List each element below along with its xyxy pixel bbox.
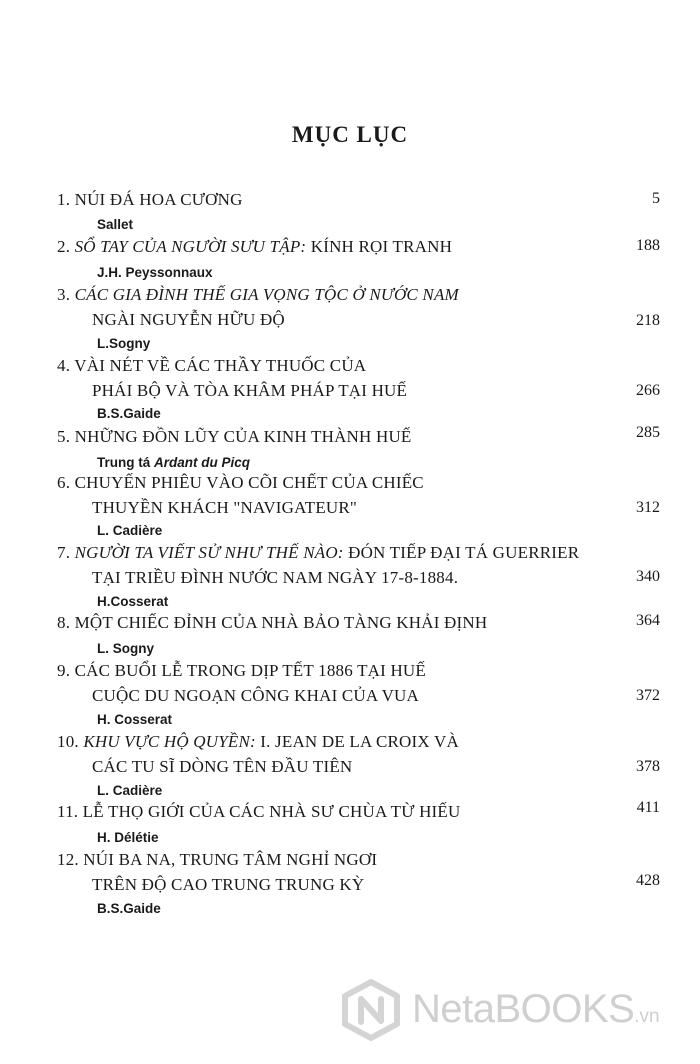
toc-page-number: 372 [636, 687, 660, 704]
toc-entry-title [57, 355, 366, 377]
toc-entry-title-continued: CÁC TU SĨ DÒNG TÊN ĐẦU TIÊN [92, 757, 353, 776]
text-segment: 5. NHỮNG ĐỒN LŨY CỦA KINH THÀNH HUẾ [57, 427, 412, 446]
text-segment: Sallet [97, 217, 134, 232]
toc-entry-author [97, 335, 150, 353]
toc-page-number: 340 [636, 568, 660, 585]
text-segment: J.H. Peyssonnaux [97, 265, 213, 280]
toc-entry-title-continued: TRÊN ĐỘ CAO TRUNG TRUNG KỲ [92, 875, 365, 894]
text-segment: H. Délétie [97, 830, 159, 845]
toc-entry-title [57, 284, 459, 306]
italic-text: NGƯỜI TA VIẾT SỬ NHƯ THẾ NÀO: [74, 543, 344, 562]
text-segment: 10. [57, 732, 84, 751]
toc-entry-title-continued: TẠI TRIỀU ĐÌNH NƯỚC NAM NGÀY 17-8-1884. [92, 568, 459, 587]
toc-entry-author [97, 264, 213, 282]
text-segment: L. Sogny [97, 641, 154, 656]
toc-page-number: 285 [636, 424, 660, 441]
toc-page-number: 218 [636, 312, 660, 329]
italic-text: SỔ TAY CỦA NGƯỜI SƯU TẬP: [74, 237, 307, 256]
toc-entry-title [57, 426, 412, 448]
toc-page-number: 378 [636, 758, 660, 775]
toc-entry-title-continued: NGÀI NGUYỄN HỮU ĐỘ [92, 310, 285, 329]
watermark-text [412, 987, 660, 1032]
text-segment: L.Sogny [97, 336, 151, 351]
toc-page-number: 188 [636, 237, 660, 254]
netabooks-logo-icon [340, 979, 402, 1041]
text-segment: KÍNH RỌI TRANH [306, 237, 453, 256]
watermark-brand: NetaBOOKS [412, 987, 635, 1031]
text-segment: 2. [57, 237, 75, 256]
text-segment: I. JEAN DE LA CROIX VÀ [255, 732, 459, 751]
toc-entry-author [97, 216, 133, 234]
text-segment: 7. [57, 543, 75, 562]
toc-entry-title [57, 849, 377, 871]
italic-text: KHU VỰC HỘ QUYỀN: [83, 732, 256, 751]
toc-entry-author [97, 829, 159, 847]
toc-entry-author [97, 593, 168, 611]
text-segment: 12. NÚI BA NA, TRUNG TÂM NGHỈ NGƠI [57, 850, 378, 869]
toc-page-number: 312 [636, 499, 660, 516]
toc-entry-title [57, 731, 459, 753]
toc-entry-title-continued: THUYỀN KHÁCH "NAVIGATEUR" [92, 498, 358, 517]
text-segment: 6. CHUYẾN PHIÊU VÀO CÕI CHẾT CỦA CHIẾC [57, 473, 424, 492]
toc-page-number: 411 [636, 799, 660, 816]
text-segment: 1. NÚI ĐÁ HOA CƯƠNG [57, 190, 243, 209]
toc-entry-title [57, 472, 424, 494]
toc-entry-title [57, 660, 426, 682]
text-segment: 11. LỄ THỌ GIỚI CỦA CÁC NHÀ SƯ CHÙA TỪ HIẾU [57, 802, 461, 821]
text-segment: 3. [57, 285, 75, 304]
toc-entry-author [97, 405, 161, 423]
watermark-suffix: .vn [634, 1006, 660, 1027]
toc-entry-author [97, 640, 154, 658]
text-segment: ĐÓN TIẾP ĐẠI TÁ GUERRIER [343, 543, 580, 562]
toc-entry-title [57, 612, 487, 634]
text-segment: H. Cosserat [97, 712, 173, 727]
text-segment: 8. MỘT CHIẾC ĐỈNH CỦA NHÀ BẢO TÀNG KHẢI ĐỊNH [57, 613, 488, 632]
toc-entry-title-continued: PHÁI BỘ VÀ TÒA KHÂM PHÁP TẠI HUẾ [92, 381, 408, 400]
text-segment: Trung tá [97, 455, 154, 470]
text-segment: H.Cosserat [97, 594, 169, 609]
text-segment: 9. CÁC BUỔI LỄ TRONG DỊP TẾT 1886 TẠI HUẾ [57, 661, 426, 680]
text-segment: B.S.Gaide [97, 406, 161, 421]
toc-page-number: 266 [636, 382, 660, 399]
text-segment: B.S.Gaide [97, 901, 161, 916]
italic-text: CÁC GIA ĐÌNH THẾ GIA VỌNG TỘC Ở NƯỚC NAM [74, 285, 459, 304]
watermark-logo [340, 975, 680, 1045]
italic-text: Ardant du Picq [154, 455, 251, 470]
page-title: MỤC LỤC [291, 122, 409, 147]
toc-entry-author [97, 454, 250, 472]
toc-page-number: 364 [636, 612, 660, 629]
toc-entry-title [57, 801, 460, 823]
toc-entry-title [57, 236, 452, 258]
toc-entry-title [57, 189, 243, 211]
toc-entry-author [97, 711, 172, 729]
toc-entry-title-continued: CUỘC DU NGOẠN CÔNG KHAI CỦA VUA [92, 686, 420, 705]
toc-entry-author [97, 782, 162, 800]
text-segment: 4. VÀI NÉT VỀ CÁC THẦY THUỐC CỦA [57, 356, 367, 375]
toc-entry-author [97, 522, 162, 540]
text-segment: L. Cadière [97, 783, 163, 798]
text-segment: L. Cadière [97, 523, 163, 538]
toc-page-number: 428 [636, 872, 660, 889]
toc-entry-author [97, 900, 161, 918]
toc-page-number: 5 [652, 190, 660, 207]
toc-entry-title [57, 542, 579, 564]
